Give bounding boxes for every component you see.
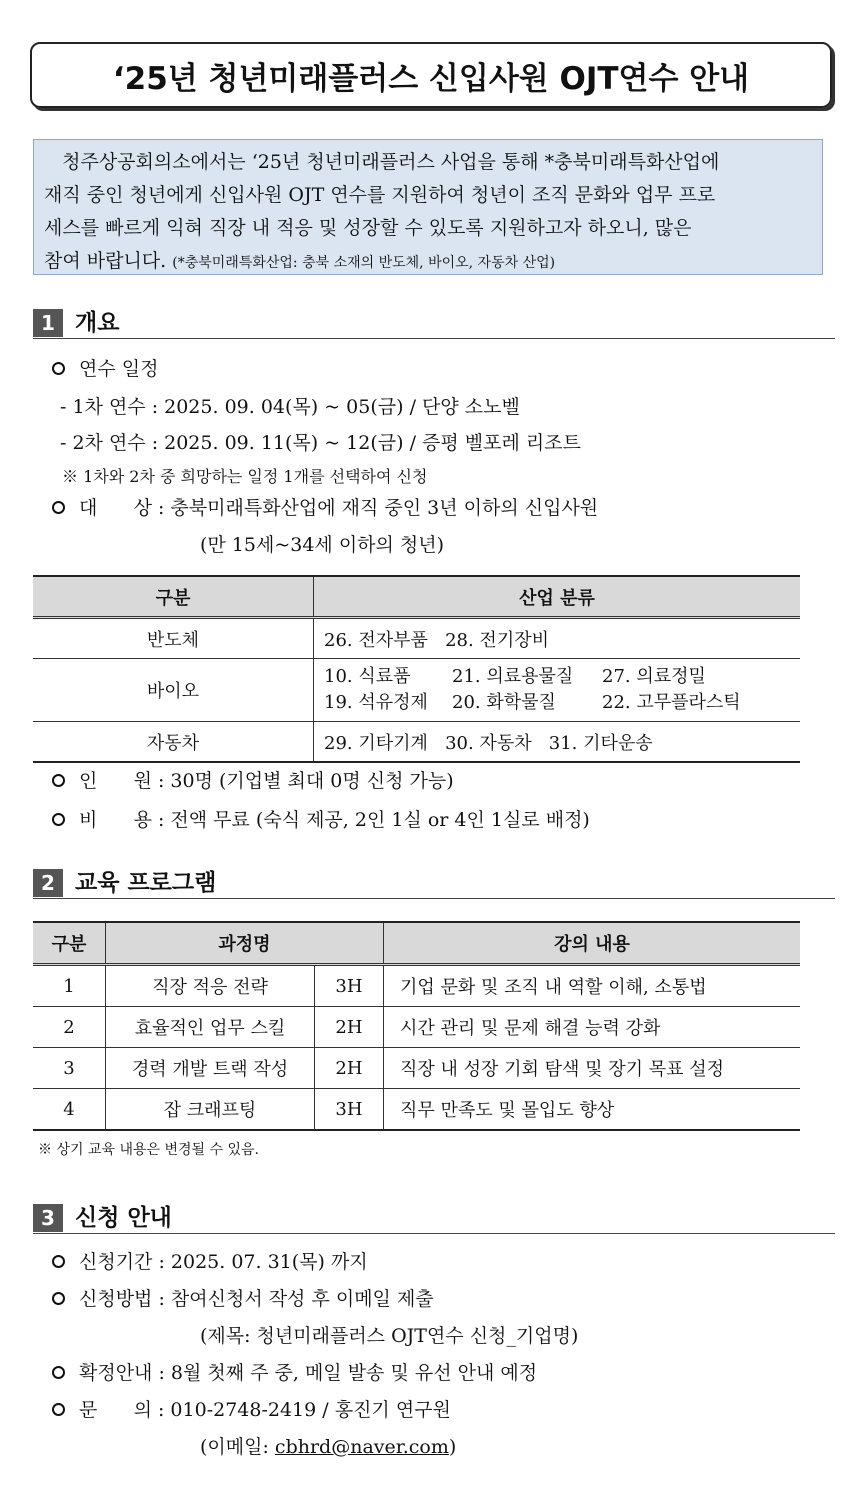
table-row (33, 722, 800, 763)
contact-line: 문 의 : 010-2748-2419 / 홍진기 연구원 (50, 1398, 451, 1422)
table-row (33, 659, 800, 722)
industry-code: 28. 전기장비 (445, 629, 549, 651)
circle-bullet-icon (52, 1366, 65, 1379)
headcount-line: 인 원 : 30명 (기업별 최대 0명 신청 가능) (50, 769, 454, 793)
industry-codes (314, 722, 801, 763)
program-hours: 3H (315, 965, 384, 1007)
target-sub: (만 15세~34세 이하의 청년) (200, 534, 445, 556)
program-course: 효율적인 업무 스킬 (106, 1007, 315, 1048)
program-table (33, 921, 800, 1131)
industry-code: 29. 기타기계 (324, 732, 428, 754)
intro-line: 세스를 빠르게 익혀 직장 내 적응 및 성장할 수 있도록 지원하고자 하오니, 많은 (44, 217, 692, 239)
industry-code: 21. 의료용물질 (452, 666, 574, 687)
program-course: 직장 적응 전략 (106, 965, 315, 1007)
industry-code: 27. 의료정밀 (602, 666, 706, 687)
table-row (33, 1089, 800, 1131)
circle-bullet-icon (52, 813, 65, 826)
confirm-line: 확정안내 : 8월 첫째 주 중, 메일 발송 및 유선 안내 예정 (50, 1361, 537, 1385)
program-no: 4 (33, 1089, 106, 1131)
program-hours: 2H (315, 1048, 384, 1089)
industry-code: 22. 고무플라스틱 (602, 692, 741, 713)
email-line: (이메일: cbhrd@naver.com) (200, 1436, 457, 1458)
table-header: 과정명 (106, 922, 384, 965)
industry-codes (314, 659, 801, 722)
program-hours: 3H (315, 1089, 384, 1131)
email-link[interactable]: cbhrd@naver.com (274, 1436, 449, 1458)
program-course: 경력 개발 트랙 작성 (106, 1048, 315, 1089)
period-line: 신청기간 : 2025. 07. 31(목) 까지 (50, 1250, 368, 1274)
page-title: ‘25년 청년미래플러스 신입사원 OJT연수 안내 (30, 42, 832, 108)
industry-code: 31. 기타운송 (548, 732, 653, 754)
industry-code: 19. 석유정제 (324, 692, 428, 713)
circle-bullet-icon (52, 362, 65, 375)
section-title: 교육 프로그램 (75, 870, 217, 896)
circle-bullet-icon (52, 501, 65, 514)
section-number: 3 (33, 1204, 63, 1232)
method-sub: (제목: 청년미래플러스 OJT연수 신청_기업명) (200, 1325, 579, 1347)
program-no: 2 (33, 1007, 106, 1048)
intro-line: 재직 중인 청년에게 신입사원 OJT 연수를 지원하여 청년이 조직 문화와 업무 프로 (44, 184, 716, 206)
table-header: 구분 (33, 576, 314, 618)
table-header: 산업 분류 (314, 576, 801, 618)
target-line: 대 상 : 충북미래특화산업에 재직 중인 3년 이하의 신입사원 (50, 496, 598, 520)
program-no: 3 (33, 1048, 106, 1089)
section-1-header (33, 308, 835, 339)
circle-bullet-icon (52, 1292, 65, 1305)
circle-bullet-icon (52, 1255, 65, 1268)
industry-table (33, 575, 800, 763)
table-row (33, 1007, 800, 1048)
intro-line: 청주상공회의소에서는 ‘25년 청년미래플러스 사업을 통해 *충북미래특화산업에 (62, 151, 720, 173)
round1-line: - 1차 연수 : 2025. 09. 04(목) ~ 05(금) / 단양 소노벨 (60, 396, 520, 418)
program-note: ※ 상기 교육 내용은 변경될 수 있음. (38, 1142, 259, 1158)
schedule-label: 연수 일정 (50, 357, 158, 381)
industry-category: 자동차 (33, 722, 314, 763)
program-content: 직무 만족도 및 몰입도 향상 (384, 1089, 801, 1131)
table-row (33, 618, 800, 659)
circle-bullet-icon (52, 774, 65, 787)
section-number: 1 (33, 309, 63, 337)
section-number: 2 (33, 869, 63, 897)
industry-code: 30. 자동차 (445, 732, 532, 754)
industry-code: 20. 화학물질 (452, 692, 556, 713)
round2-line: - 2차 연수 : 2025. 09. 11(목) ~ 12(금) / 증평 벨포레 리조트 (60, 432, 581, 454)
program-hours: 2H (315, 1007, 384, 1048)
industry-codes (314, 618, 801, 659)
method-line: 신청방법 : 참여신청서 작성 후 이메일 제출 (50, 1287, 434, 1311)
table-header: 강의 내용 (384, 922, 801, 965)
intro-box (33, 139, 823, 275)
table-header: 구분 (33, 922, 106, 965)
industry-category: 바이오 (33, 659, 314, 722)
section-3-header (33, 1203, 835, 1234)
intro-line: 참여 바랍니다. (*충북미래특화산업: 충북 소재의 반도체, 바이오, 자동차 산업) (44, 250, 556, 272)
round-note: ※ 1차와 2차 중 희망하는 일정 1개를 선택하여 신청 (62, 467, 428, 486)
program-course: 잡 크래프팅 (106, 1089, 315, 1131)
intro-footnote: (*충북미래특화산업: 충북 소재의 반도체, 바이오, 자동차 산업) (172, 255, 556, 271)
program-content: 기업 문화 및 조직 내 역할 이해, 소통법 (384, 965, 801, 1007)
section-2-header (33, 868, 835, 899)
circle-bullet-icon (52, 1403, 65, 1416)
section-title: 개요 (75, 310, 120, 336)
table-row (33, 965, 800, 1007)
program-no: 1 (33, 965, 106, 1007)
industry-category: 반도체 (33, 618, 314, 659)
program-content: 시간 관리 및 문제 해결 능력 강화 (384, 1007, 801, 1048)
industry-code: 10. 식료품 (324, 666, 411, 687)
section-title: 신청 안내 (75, 1205, 172, 1231)
table-row (33, 1048, 800, 1089)
program-content: 직장 내 성장 기회 탐색 및 장기 목표 설정 (384, 1048, 801, 1089)
cost-line: 비 용 : 전액 무료 (숙식 제공, 2인 1실 or 4인 1실로 배정) (50, 808, 590, 832)
industry-code: 26. 전자부품 (324, 629, 428, 651)
